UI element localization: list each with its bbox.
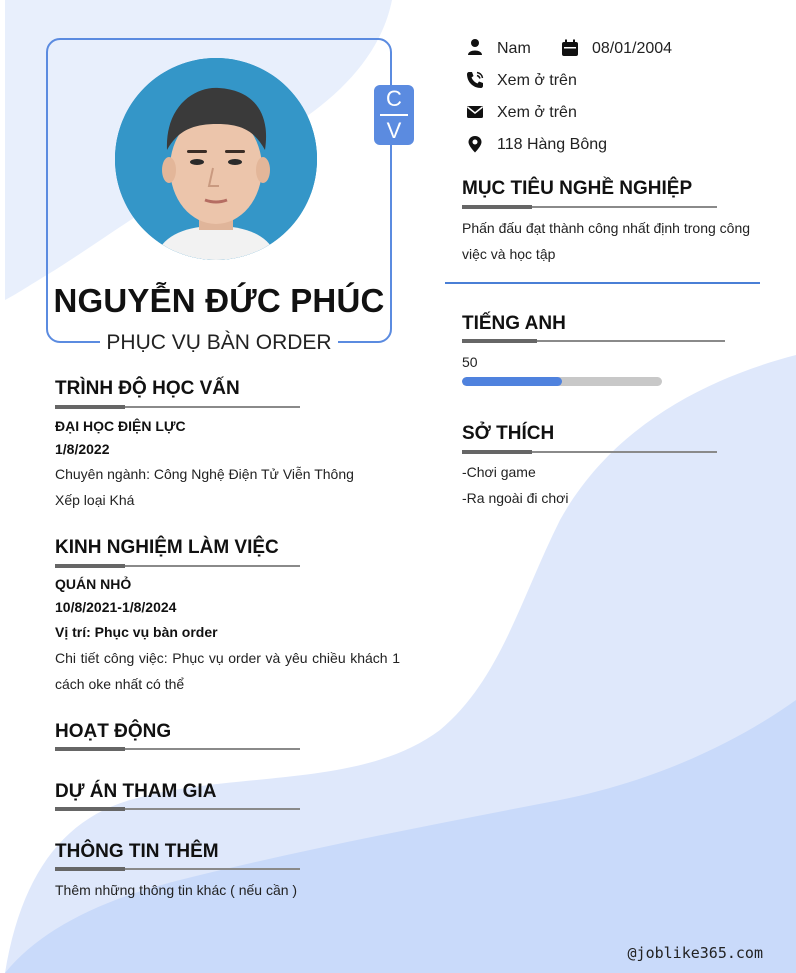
avatar xyxy=(115,58,317,260)
education-date: 1/8/2022 xyxy=(55,441,110,457)
education-school: ĐẠI HỌC ĐIỆN LỰC xyxy=(55,418,186,434)
email-value: Xem ở trên xyxy=(497,104,577,121)
address-value: 118 Hàng Bông xyxy=(497,136,608,153)
email-icon xyxy=(466,103,484,121)
job-title: PHỤC VỤ BÀN ORDER xyxy=(100,330,338,356)
phone-icon xyxy=(466,71,484,89)
hobby-item: -Ra ngoài đi chơi xyxy=(462,490,569,506)
birthdate-value: 08/01/2004 xyxy=(592,40,673,57)
activities-rule xyxy=(55,748,300,750)
experience-rule xyxy=(55,565,300,567)
experience-title: KINH NGHIỆM LÀM VIỆC xyxy=(55,537,279,558)
candidate-name: NGUYỄN ĐỨC PHÚC xyxy=(53,282,385,319)
education-major: Chuyên ngành: Công Nghệ Điện Tử Viễn Thông xyxy=(55,466,354,482)
extra-text: Thêm những thông tin khác ( nếu cần ) xyxy=(55,882,298,898)
gender-value: Nam xyxy=(497,40,531,57)
extra-rule xyxy=(55,868,300,870)
education-rule xyxy=(55,406,300,408)
experience-detail: Chi tiết công việc: Phục vụ order và yêu chiều khách 1 cách oke nhất có thể xyxy=(55,650,400,692)
objective-title: MỤC TIÊU NGHỀ NGHIỆP xyxy=(462,178,693,199)
section-divider xyxy=(445,282,760,284)
language-level-fill xyxy=(462,377,562,386)
hobby-item: -Chơi game xyxy=(462,464,536,480)
hobbies-title: SỞ THÍCH xyxy=(462,423,555,444)
location-icon xyxy=(466,135,484,153)
hobbies-rule xyxy=(462,451,717,453)
experience-position: Vị trí: Phục vụ bàn order xyxy=(55,624,218,640)
objective-rule xyxy=(462,206,717,208)
activities-title: HOẠT ĐỘNG xyxy=(55,721,172,742)
education-title: TRÌNH ĐỘ HỌC VẤN xyxy=(55,378,240,399)
objective-text: Phấn đấu đạt thành công nhất định trong công việc và học tập xyxy=(462,220,751,262)
cv-badge xyxy=(374,85,414,145)
extra-title: THÔNG TIN THÊM xyxy=(55,841,219,862)
user-icon xyxy=(466,38,484,56)
language-score: 50 xyxy=(462,354,478,370)
cv-badge-bottom: V xyxy=(386,117,402,143)
education-rank: Xếp loại Khá xyxy=(55,492,135,508)
projects-title: DỰ ÁN THAM GIA xyxy=(55,781,217,802)
calendar-icon xyxy=(561,39,579,57)
language-rule xyxy=(462,340,725,342)
projects-rule xyxy=(55,808,300,810)
experience-period: 10/8/2021-1/8/2024 xyxy=(55,599,177,615)
phone-value: Xem ở trên xyxy=(497,72,577,89)
language-title: TIẾNG ANH xyxy=(462,313,566,334)
cv-badge-top: C xyxy=(386,86,402,111)
language-level-bar xyxy=(462,377,662,386)
watermark: @joblike365.com xyxy=(627,944,763,962)
experience-company: QUÁN NHỎ xyxy=(55,576,132,592)
